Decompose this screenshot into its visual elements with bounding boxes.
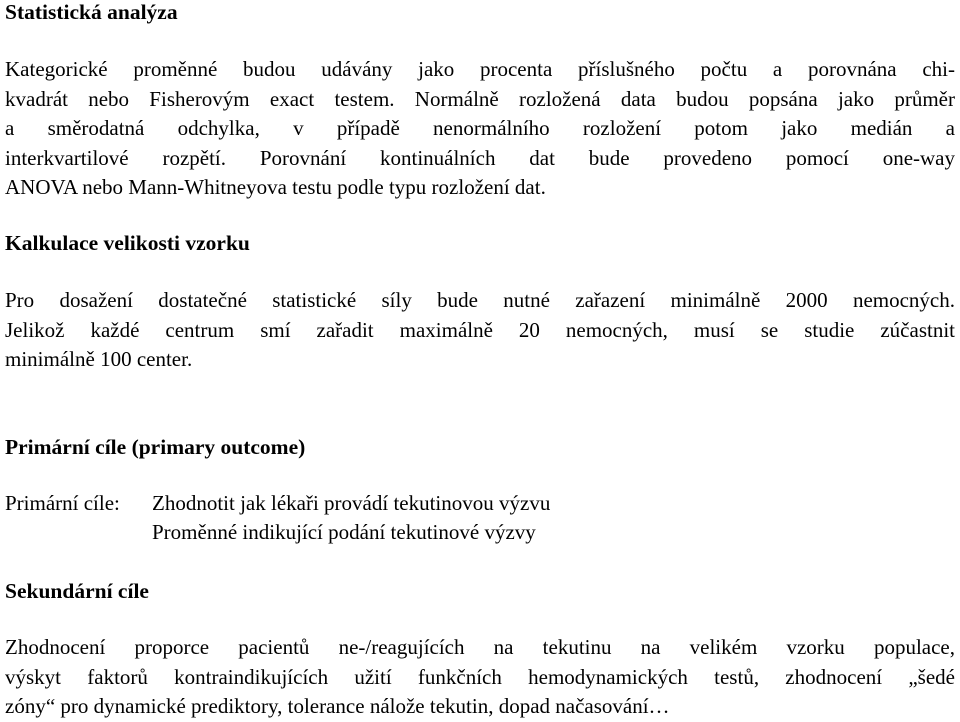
paragraph-line: Zhodnocení proporce pacientů ne-/reagujících na tekutinu na velikém vzorku populace, bbox=[5, 635, 955, 659]
primary-outcome-row-2 bbox=[5, 518, 536, 548]
paragraph-line: interkvartilové rozpětí. Porovnání kontinuálních dat bude provedeno pomocí one-way bbox=[5, 145, 955, 170]
paragraph-secondary-outcomes bbox=[5, 633, 955, 722]
paragraph-line: kvadrát nebo Fisherovým exact testem. Normálně rozložená data budou popsána jako průměr bbox=[5, 86, 955, 111]
paragraph-sample-size bbox=[5, 286, 955, 375]
paragraph-line: minimálně 100 center. bbox=[5, 347, 193, 371]
primary-outcome-row-1 bbox=[5, 489, 550, 519]
paragraph-line: výskyt faktorů kontraindikujících užití funkčních hemodynamických testů, zhodnocení „šedé bbox=[5, 664, 955, 689]
primary-outcome-item: Proměnné indikující podání tekutinové výzvy bbox=[152, 520, 536, 544]
heading-sekundarni-cile: Sekundární cíle bbox=[5, 579, 149, 603]
paragraph-line: Pro dosažení dostatečné statistické síly bude nutné zařazení minimálně 2000 nemocných. bbox=[5, 288, 955, 312]
paragraph-line: ANOVA nebo Mann-Whitneyova testu podle typu rozložení dat. bbox=[5, 175, 546, 199]
paragraph-line: Jelikož každé centrum smí zařadit maximálně 20 nemocných, musí se studie zúčastnit bbox=[5, 317, 955, 342]
heading-primarni-cile: Primární cíle (primary outcome) bbox=[5, 435, 306, 459]
paragraph-line: a směrodatná odchylka, v případě nenormálního rozložení potom jako medián a bbox=[5, 116, 955, 140]
paragraph-line: zóny“ pro dynamické prediktory, tolerance nálože tekutin, dopad načasování… bbox=[5, 694, 670, 718]
paragraph-line: Kategorické proměnné budou udávány jako procenta příslušného počtu a porovnána chi- bbox=[5, 57, 955, 81]
paragraph-statistics bbox=[5, 55, 955, 203]
heading-kalkulace-velikosti-vzorku: Kalkulace velikosti vzorku bbox=[5, 231, 250, 255]
primary-outcome-label: Primární cíle: bbox=[5, 491, 120, 515]
primary-outcome-item: Zhodnotit jak lékaři provádí tekutinovou výzvu bbox=[152, 491, 551, 515]
heading-statisticka-analyza: Statistická analýza bbox=[5, 0, 178, 24]
